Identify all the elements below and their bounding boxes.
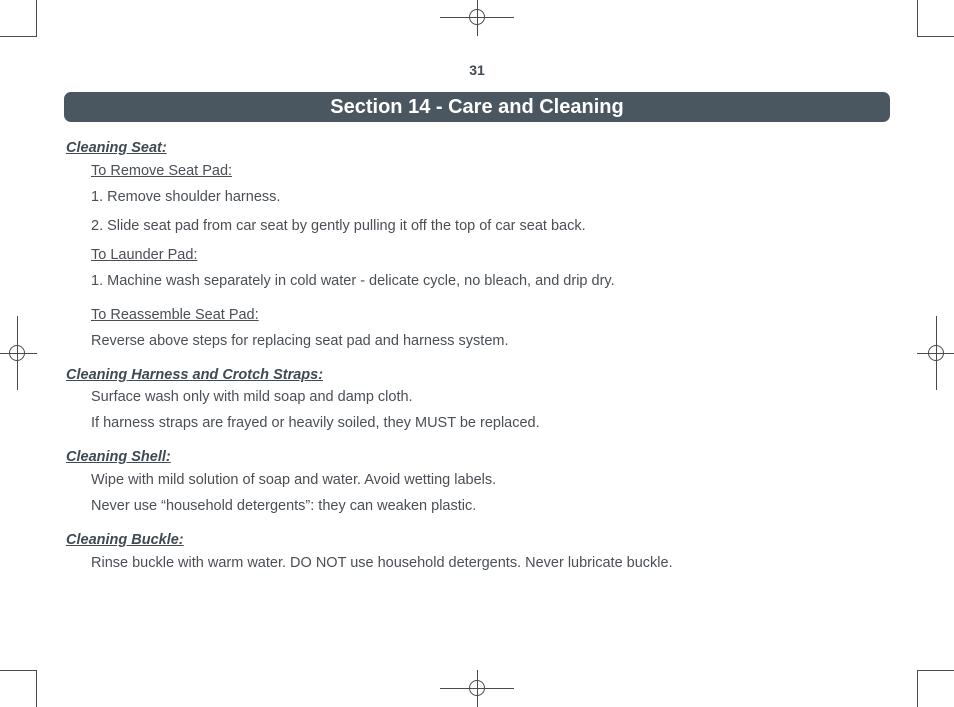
harness-line-2: If harness straps are frayed or heavily soiled, they MUST be replaced. [91,415,540,431]
crop-mark-top-right-h [917,36,954,37]
launder-step-1: 1. Machine wash separately in cold water - delicate cycle, no bleach, and drip dry. [91,273,615,289]
buckle-line-1: Rinse buckle with warm water. DO NOT use household detergents. Never lubricate buckle. [91,555,673,571]
reassemble-seat-pad-heading: To Reassemble Seat Pad: [91,307,259,323]
crop-mark-bottom-right-h [917,670,954,671]
harness-line-1: Surface wash only with mild soap and damp cloth. [91,389,413,405]
cleaning-buckle-heading: Cleaning Buckle: [66,532,184,548]
remove-seat-pad-heading: To Remove Seat Pad: [91,163,233,179]
crop-mark-top-left-h [0,36,37,37]
section-header-bar [64,92,890,122]
section-title: Section 14 - Care and Cleaning [330,95,624,118]
crop-mark-bottom-right-v [917,670,918,707]
crop-mark-top-right-v [917,0,918,37]
cleaning-harness-heading: Cleaning Harness and Crotch Straps: [66,367,324,383]
launder-pad-heading: To Launder Pad: [91,247,198,263]
shell-line-2: Never use “household detergents”: they can weaken plastic. [91,498,477,514]
crop-mark-top-left-v [36,0,37,37]
reassemble-instruction: Reverse above steps for replacing seat pad and harness system. [91,333,509,349]
page-number: 31 [469,62,485,78]
care-instructions [66,139,906,572]
crop-mark-bottom-left-v [36,670,37,707]
remove-step-1: 1. Remove shoulder harness. [91,189,281,205]
shell-line-1: Wipe with mild solution of soap and water. Avoid wetting labels. [91,472,497,488]
cleaning-seat-heading: Cleaning Seat: [66,140,167,156]
crop-mark-bottom-left-h [0,670,37,671]
remove-step-2: 2. Slide seat pad from car seat by gently pulling it off the top of car seat back. [91,218,586,234]
cleaning-shell-heading: Cleaning Shell: [66,449,171,465]
